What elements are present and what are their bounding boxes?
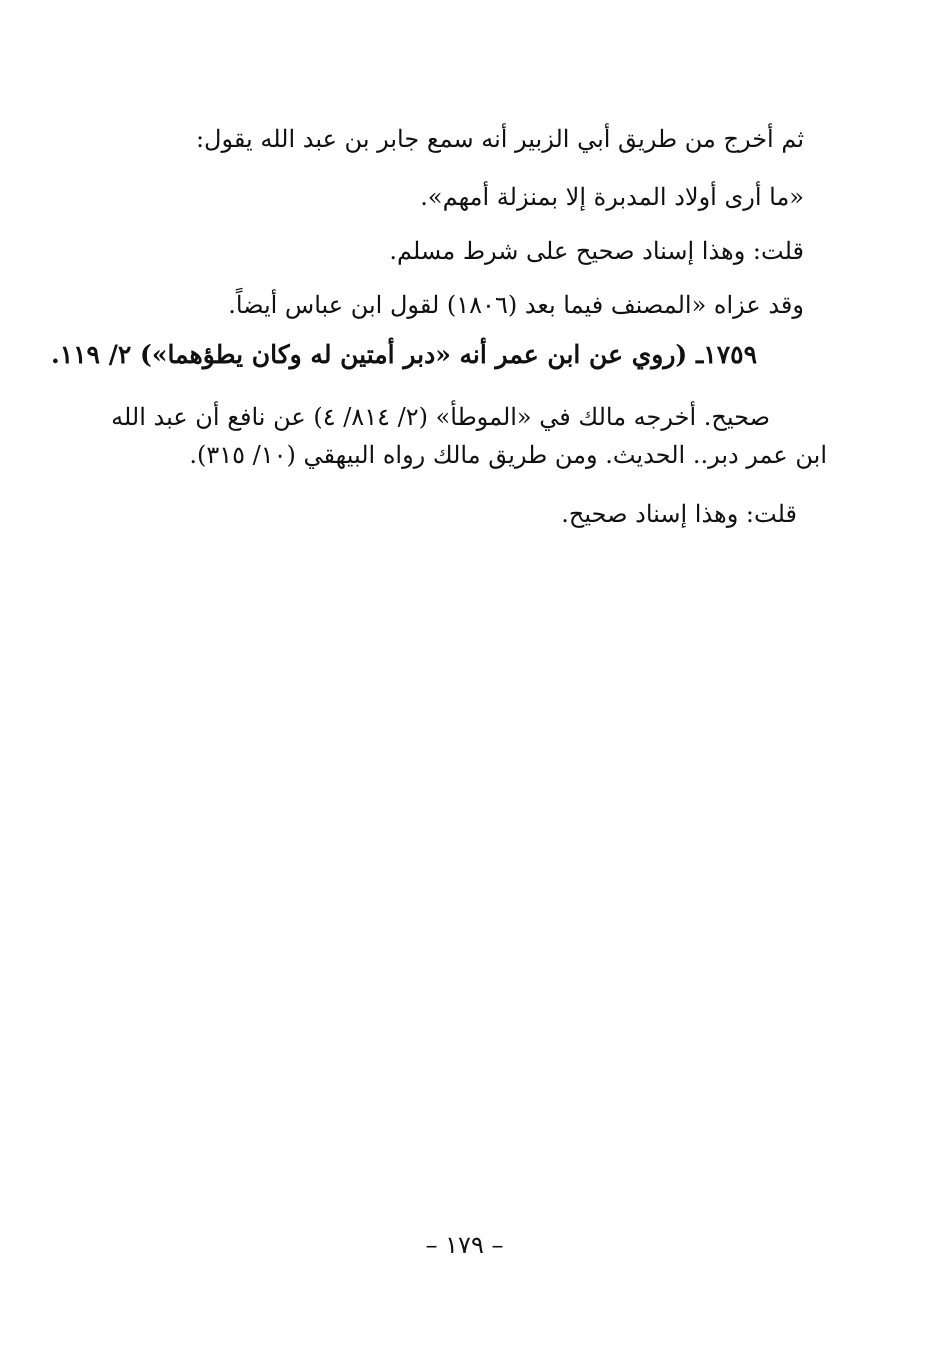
text-line-7: ابن عمر دبر.. الحديث. ومن طريق مالك رواه البيهقي (١٠/ ٣١٥). — [189, 441, 827, 469]
text-line-2: «ما أرى أولاد المدبرة إلا بمنزلة أمهم». — [420, 183, 804, 211]
page-number: – ١٧٩ – — [425, 1231, 504, 1259]
text-line-8: قلت: وهذا إسناد صحيح. — [561, 500, 797, 528]
text-line-6: صحيح. أخرجه مالك في «الموطأ» (٢/ ٨١٤/ ٤) عن نافع أن عبد الله — [111, 403, 770, 431]
hadith-heading: ١٧٥٩ـ (روي عن ابن عمر أنه «دبر أمتين له وكان يطؤهما») ٢/ ١١٩. — [50, 340, 757, 369]
text-line-3: قلت: وهذا إسناد صحيح على شرط مسلم. — [389, 237, 804, 265]
text-line-4: وقد عزاه «المصنف فيما بعد (١٨٠٦) لقول ابن عباس أيضاً. — [228, 291, 804, 319]
text-line-1: ثم أخرج من طريق أبي الزبير أنه سمع جابر بن عبد الله يقول: — [195, 125, 804, 153]
